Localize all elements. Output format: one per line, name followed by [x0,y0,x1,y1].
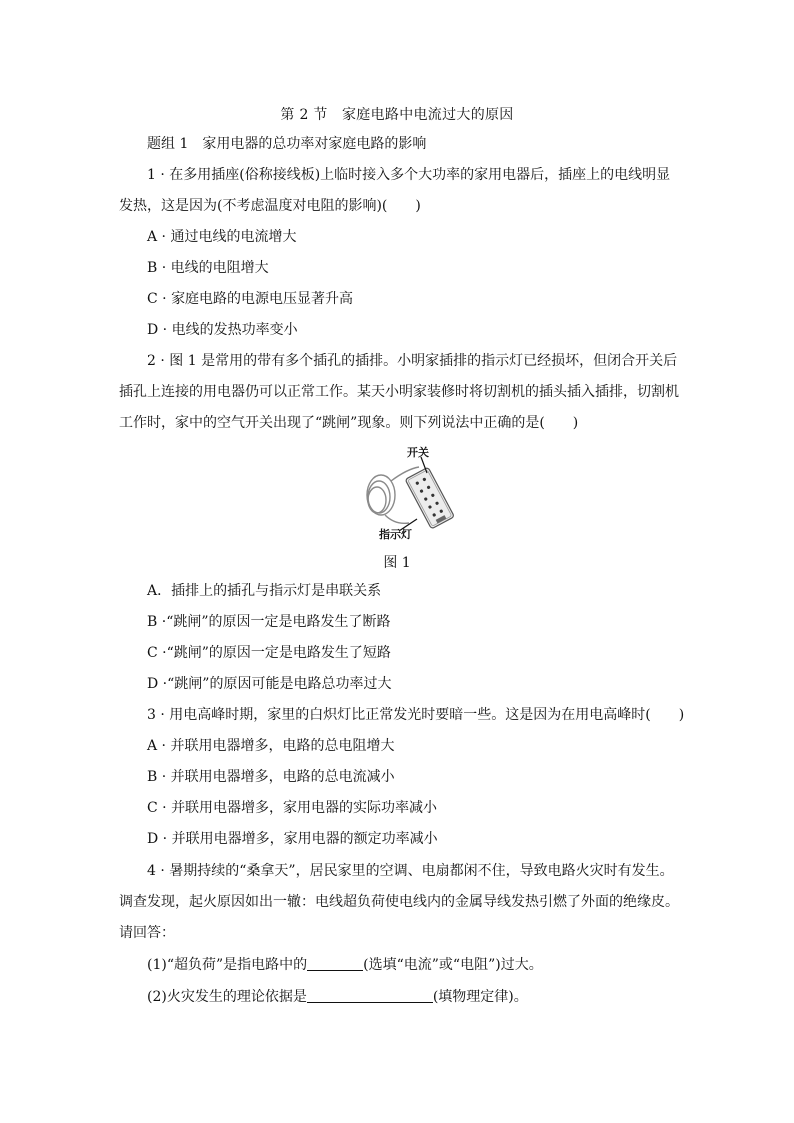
q2-option-d: D ·“跳闸”的原因可能是电路总功率过大 [147,676,392,692]
q2-stem-line3: 工作时，家中的空气开关出现了“跳闸”现象。则下列说法中正确的是( ) [119,415,579,431]
q2-stem-line1: 2 · 图 1 是常用的带有多个插孔的插排。小明家插排的指示灯已经损坏，但闭合开关后 [147,353,678,369]
q4-sub1-answer-blank[interactable] [307,956,363,971]
strip-body [405,467,454,529]
q3-stem-line1: 3 · 用电高峰时期，家里的白炽灯比正常发光时要暗一些。这是因为在用电高峰时( ) [147,707,685,723]
q4-sub2-answer-blank[interactable] [307,988,433,1003]
q4-sub2 [147,988,528,1006]
switch-label: 开关 [407,446,429,459]
q3-option-d: D · 并联用电器增多，家用电器的额定功率减小 [147,831,438,847]
q1-option-a: A · 通过电线的电流增大 [147,229,297,245]
q2-option-b: B ·“跳闸”的原因一定是电路发生了断路 [147,614,391,630]
q4-stem-line3: 请回答： [119,925,175,941]
power-strip-illustration [355,445,465,540]
power-cord [367,467,419,523]
section-title: 第 2 节 家庭电路中电流过大的原因 [280,107,514,123]
q4-sub1 [147,956,543,974]
q2-option-c: C ·“跳闸”的原因一定是电路发生了短路 [147,645,391,661]
q4-stem-line1: 4 · 暑期持续的“桑拿天”，居民家里的空调、电扇都闲不住，导致电路火灾时有发生。 [147,863,674,879]
q1-option-d: D · 电线的发热功率变小 [147,322,298,338]
q2-option-a: A．插排上的插孔与指示灯是串联关系 [147,583,382,599]
q2-stem-line2: 插孔上连接的用电器仍可以正常工作。某天小明家装修时将切割机的插头插入插排，切割机 [119,384,679,400]
q1-stem-line2: 发热，这是因为(不考虑温度对电阻的影响)( ) [119,198,421,214]
q4-sub1-prefix: (1)“超负荷”是指电路中的 [147,957,308,973]
q4-sub2-prefix: (2)火灾发生的理论依据是 [147,989,307,1005]
q4-stem-line2: 调查发现，起火原因如出一辙：电线超负荷使电线内的金属导线发热引燃了外面的绝缘皮。 [119,894,679,910]
q1-option-c: C · 家庭电路的电源电压显著升高 [147,291,354,307]
q1-option-b: B · 电线的电阻增大 [147,260,269,276]
power-strip-figure [355,445,465,540]
question-group-heading: 题组 1 家用电器的总功率对家庭电路的影响 [147,136,427,152]
q1-stem-line1: 1 · 在多用插座(俗称接线板)上临时接入多个大功率的家用电器后，插座上的电线明显 [147,167,671,183]
indicator-light-label: 指示灯 [379,528,412,540]
q3-option-c: C · 并联用电器增多，家用电器的实际功率减小 [147,800,438,816]
q4-sub1-suffix: (选填“电流”或“电阻”)过大。 [363,957,543,973]
q4-sub2-suffix: (填物理定律)。 [432,989,528,1005]
figure-caption: 图 1 [383,555,411,571]
q3-option-a: A · 并联用电器增多，电路的总电阻增大 [147,738,395,754]
q3-option-b: B · 并联用电器增多，电路的总电流减小 [147,769,395,785]
